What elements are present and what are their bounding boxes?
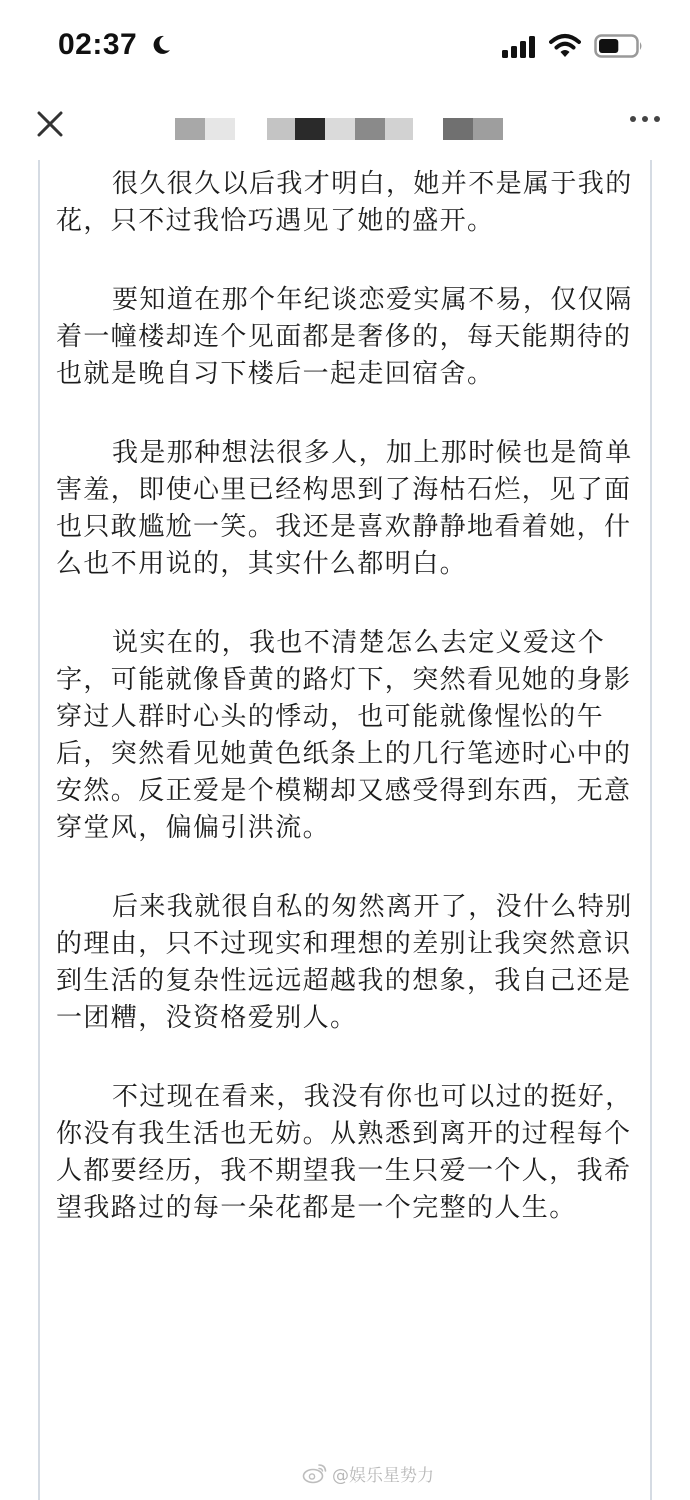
nav-header — [0, 92, 690, 160]
article-card — [38, 160, 652, 1500]
close-icon[interactable] — [30, 104, 70, 144]
battery-icon — [594, 34, 644, 58]
mosaic-block — [355, 118, 385, 140]
mosaic-block — [267, 118, 295, 140]
watermark — [302, 1460, 434, 1486]
mosaic-block — [325, 118, 355, 140]
wifi-icon — [549, 33, 581, 59]
more-icon[interactable] — [628, 112, 662, 126]
article-body — [56, 166, 656, 1269]
article-paragraph: 说实在的，我也不清楚怎么去定义爱这个字，可能就像昏黄的路灯下，突然看见她的身影穿过人群时心头的悸动，也可能就像惺忪的午后，突然看见她黄色纸条上的几行笔迹时心中的安然。反正爱是个模糊却又感受得到东西，无意穿堂风，偏偏引洪流。 — [56, 628, 632, 843]
status-bar — [0, 0, 690, 92]
weibo-icon — [302, 1462, 328, 1484]
article-paragraph: 很久很久以后我才明白，她并不是属于我的花，只不过我恰巧遇见了她的盛开。 — [56, 169, 633, 236]
mosaic-block — [473, 118, 503, 140]
status-time: 02:37 — [58, 28, 138, 61]
article-paragraph: 我是那种想法很多人，加上那时候也是简单害羞，即使心里已经构思到了海枯石烂，见了面也只敢尴尬一笑。我还是喜欢静静地看着她，什么也不用说的，其实什么都明白。 — [56, 438, 633, 579]
mosaic-block — [295, 118, 325, 140]
watermark-text: @娱乐星势力 — [332, 1465, 434, 1486]
signal-icon — [500, 36, 540, 58]
mosaic-block — [443, 118, 473, 140]
article-paragraph: 后来我就很自私的匆然离开了，没什么特别的理由，只不过现实和理想的差别让我突然意识到生活的复杂性远远超越我的想象，我自己还是一团糟，没资格爱别人。 — [56, 892, 633, 1033]
moon-icon — [150, 34, 172, 56]
mosaic-block — [205, 118, 235, 140]
mosaic-block — [175, 118, 205, 140]
redacted-title — [175, 118, 505, 140]
article-paragraph: 不过现在看来，我没有你也可以过的挺好，你没有我生活也无妨。从熟悉到离开的过程每个人都要经历，我不期望我一生只爱一个人，我希望我路过的每一朵花都是一个完整的人生。 — [56, 1082, 633, 1223]
mosaic-block — [385, 118, 413, 140]
article-paragraph: 要知道在那个年纪谈恋爱实属不易，仅仅隔着一幢楼却连个见面都是奢侈的，每天能期待的也就是晚自习下楼后一起走回宿舍。 — [56, 285, 633, 389]
